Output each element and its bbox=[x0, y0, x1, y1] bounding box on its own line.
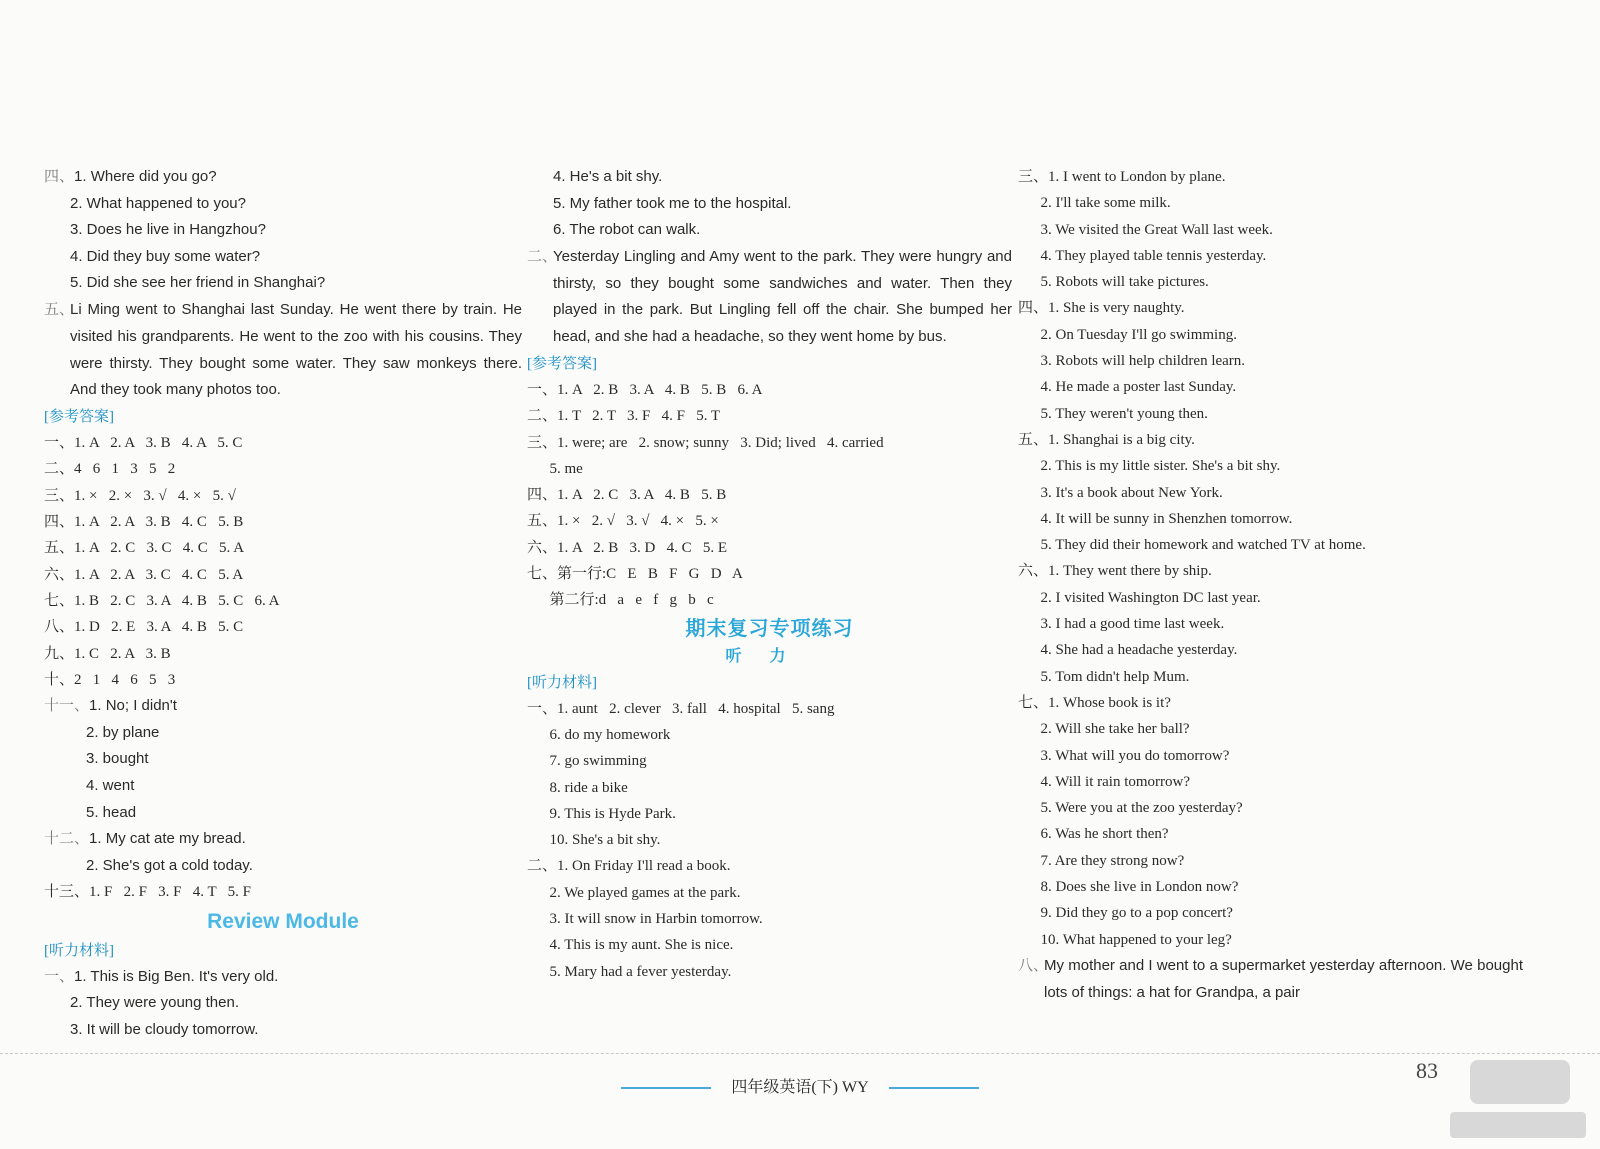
listening-line: 5. Tom didn't help Mum. bbox=[1018, 668, 1190, 685]
line-text: 1. This is Big Ben. It's very old. bbox=[74, 967, 279, 985]
listening-line: 4. They played table tennis yesterday. bbox=[1018, 247, 1267, 264]
answer-line: 第二行:d a e f g b c bbox=[527, 592, 714, 609]
listening-line: 六、1. They went there by ship. bbox=[1018, 563, 1212, 580]
listening-line: 3. What will you do tomorrow? bbox=[1018, 747, 1230, 764]
listening-line: 二、1. On Friday I'll read a book. bbox=[527, 858, 731, 875]
listening-line: 2. We played games at the park. bbox=[527, 884, 741, 901]
column-left bbox=[44, 164, 522, 1043]
listening-line: 4. It will be sunny in Shenzhen tomorrow. bbox=[1018, 510, 1293, 527]
listening-line: 4. She had a headache yesterday. bbox=[1018, 642, 1238, 659]
listening-line: 一、1. aunt 2. clever 3. fall 4. hospital 5. sang bbox=[527, 700, 835, 717]
text-line: 5. My father took me to the hospital. bbox=[553, 194, 792, 212]
section-label: 一、 bbox=[44, 968, 75, 985]
answer-line: 五、1. × 2. √ 3. √ 4. × 5. × bbox=[527, 513, 719, 530]
answer-line: 一、1. A 2. A 3. B 4. A 5. C bbox=[44, 435, 243, 452]
listening-line: 四、1. She is very naughty. bbox=[1018, 300, 1185, 317]
listening-line: 4. This is my aunt. She is nice. bbox=[527, 937, 734, 954]
review-section-1 bbox=[44, 964, 522, 1044]
listening-line: 五、1. Shanghai is a big city. bbox=[1018, 431, 1195, 448]
text-line: 2. by plane bbox=[86, 723, 160, 741]
watermark-logo-icon bbox=[1440, 1054, 1590, 1144]
answer-line: 四、1. A 2. C 3. A 4. B 5. B bbox=[527, 487, 727, 504]
listening-line: 5. Mary had a fever yesterday. bbox=[527, 963, 732, 980]
footer-divider bbox=[0, 1053, 1600, 1054]
section-12-answers bbox=[44, 826, 522, 879]
answer-line: 七、1. B 2. C 3. A 4. B 5. C 6. A bbox=[44, 592, 280, 609]
listening-line: 10. What happened to your leg? bbox=[1018, 931, 1232, 948]
answer-line: 六、1. A 2. A 3. C 4. C 5. A bbox=[44, 566, 244, 583]
listening-line: 2. This is my little sister. She's a bit shy. bbox=[1018, 458, 1281, 475]
answers-heading: [参考答案] bbox=[527, 355, 597, 372]
section-5-passage bbox=[44, 297, 522, 404]
section-label: 八、 bbox=[1018, 957, 1049, 974]
answer-line: 八、1. D 2. E 3. A 4. B 5. C bbox=[44, 619, 244, 636]
answer-line: 四、1. A 2. A 3. B 4. C 5. B bbox=[44, 514, 244, 531]
text-line bbox=[44, 826, 522, 853]
review-module-title: Review Module bbox=[207, 909, 359, 933]
text-line bbox=[44, 164, 522, 191]
text-line: 2. She's got a cold today. bbox=[86, 856, 253, 874]
section-11-answers bbox=[44, 693, 522, 826]
listening-line: 2. On Tuesday I'll go swimming. bbox=[1018, 326, 1237, 343]
listening-line: 5. They did their homework and watched TV at home. bbox=[1018, 537, 1366, 554]
footer-bar-left bbox=[621, 1087, 711, 1089]
text-line: 3. Does he live in Hangzhou? bbox=[70, 221, 266, 239]
listening-line: 10. She's a bit shy. bbox=[527, 832, 661, 849]
line-text: 1. My cat ate my bread. bbox=[89, 830, 246, 848]
section-label: 十一、 bbox=[44, 698, 90, 715]
listening-line: 8. Does she live in London now? bbox=[1018, 879, 1239, 896]
listening-line: 4. He made a poster last Sunday. bbox=[1018, 379, 1237, 396]
listening-line: 7. Are they strong now? bbox=[1018, 852, 1185, 869]
answer-line: 六、1. A 2. B 3. D 4. C 5. E bbox=[527, 539, 728, 556]
text-line: 2. They were young then. bbox=[70, 994, 239, 1012]
listening-line: 8. ride a bike bbox=[527, 779, 628, 796]
listening-line: 3. Robots will help children learn. bbox=[1018, 353, 1246, 370]
listening-line: 2. I'll take some milk. bbox=[1018, 195, 1171, 212]
passage-text: Yesterday Lingling and Amy went to the park. They were hungry and thirsty, so they bought some sandwiches and water. Then they played in the park. But Lingling fell off the chair. She bumped her head, and she had a headache, so they went home by bus. bbox=[553, 247, 1012, 346]
answer-line: 三、1. × 2. × 3. √ 4. × 5. √ bbox=[44, 487, 236, 504]
listening-line: 2. I visited Washington DC last year. bbox=[1018, 589, 1261, 606]
section-2-passage bbox=[527, 244, 1012, 351]
text-line: 3. It will be cloudy tomorrow. bbox=[70, 1020, 259, 1038]
listening-line: 2. Will she take her ball? bbox=[1018, 721, 1190, 738]
listening-line: 9. This is Hyde Park. bbox=[527, 805, 676, 822]
listening-line: 3. It's a book about New York. bbox=[1018, 484, 1223, 501]
footer-bar-right bbox=[889, 1087, 979, 1089]
listening-line: 5. They weren't young then. bbox=[1018, 405, 1208, 422]
listening-heading: [听力材料] bbox=[527, 674, 597, 691]
answer-line: 十、2 1 4 6 5 3 bbox=[44, 671, 176, 688]
text-line: 6. The robot can walk. bbox=[553, 221, 701, 239]
section-label: 五、 bbox=[44, 301, 75, 318]
text-line: 3. bought bbox=[86, 750, 149, 768]
listening-line: 3. I had a good time last week. bbox=[1018, 616, 1225, 633]
answer-line: 二、1. T 2. T 3. F 4. F 5. T bbox=[527, 408, 721, 425]
line-text: 1. No; I didn't bbox=[89, 697, 177, 715]
text-line: 4. Did they buy some water? bbox=[70, 247, 261, 265]
text-line bbox=[44, 693, 522, 720]
listening-line: 7. go swimming bbox=[527, 753, 647, 770]
listening-line: 三、1. I went to London by plane. bbox=[1018, 169, 1226, 185]
line-text: 1. Where did you go? bbox=[74, 168, 217, 185]
section-8-passage bbox=[1018, 953, 1523, 1007]
listening-line: 5. Robots will take pictures. bbox=[1018, 274, 1209, 291]
section-label: 十二、 bbox=[44, 831, 90, 848]
column-right bbox=[1018, 164, 1523, 1007]
listening-line: 3. We visited the Great Wall last week. bbox=[1018, 221, 1273, 238]
listening-heading: [听力材料] bbox=[44, 942, 114, 959]
answers-heading: [参考答案] bbox=[44, 409, 114, 426]
listening-line: 6. do my homework bbox=[527, 726, 671, 743]
passage-text: Li Ming went to Shanghai last Sunday. He went there by train. He visited his grandparents. He went to the zoo with his cousins. They were thirsty. They bought some water. They saw monkeys there. And they took many photos too. bbox=[70, 300, 522, 399]
listening-line: 6. Was he short then? bbox=[1018, 826, 1169, 843]
section-label: 四、 bbox=[44, 169, 75, 185]
text-line bbox=[44, 964, 522, 991]
page-number: 83 bbox=[1416, 1058, 1438, 1083]
text-line: 5. Did she see her friend in Shanghai? bbox=[70, 274, 326, 292]
text-line: 2. What happened to you? bbox=[70, 194, 246, 212]
footer-book-title: 四年级英语(下) WY bbox=[731, 1079, 869, 1096]
listening-line: 3. It will snow in Harbin tomorrow. bbox=[527, 911, 763, 928]
passage-text: My mother and I went to a supermarket yesterday afternoon. We bought lots of things: a hat for Grandpa, a pair bbox=[1044, 956, 1523, 1001]
answer-line: 一、1. A 2. B 3. A 4. B 5. B 6. A bbox=[527, 381, 763, 398]
listening-line: 9. Did they go to a pop concert? bbox=[1018, 905, 1233, 922]
answer-line: 二、4 6 1 3 5 2 bbox=[44, 461, 176, 478]
column-middle bbox=[527, 164, 1012, 985]
page-footer bbox=[0, 1074, 1600, 1097]
answer-line: 九、1. C 2. A 3. B bbox=[44, 645, 171, 662]
section-label: 二、 bbox=[527, 248, 558, 265]
text-line: 5. head bbox=[86, 803, 137, 821]
answer-line: 十三、1. F 2. F 3. F 4. T 5. F bbox=[44, 884, 251, 901]
final-review-title: 期末复习专项练习 bbox=[685, 617, 854, 640]
answer-list bbox=[44, 430, 522, 693]
section-4-questions bbox=[44, 164, 522, 297]
answer-line: 七、第一行:C E B F G D A bbox=[527, 566, 743, 583]
listening-line: 4. Will it rain tomorrow? bbox=[1018, 773, 1191, 790]
listening-subtitle: 听力 bbox=[725, 647, 814, 665]
answer-line: 五、1. A 2. C 3. C 4. C 5. A bbox=[44, 540, 245, 557]
answer-line: 5. me bbox=[527, 460, 583, 477]
listening-line: 七、1. Whose book is it? bbox=[1018, 694, 1171, 711]
text-line: 4. went bbox=[86, 776, 135, 794]
answer-line: 三、1. were; are 2. snow; sunny 3. Did; lived 4. carried bbox=[527, 434, 884, 451]
text-line: 4. He's a bit shy. bbox=[553, 168, 663, 185]
listening-line: 5. Were you at the zoo yesterday? bbox=[1018, 800, 1243, 817]
